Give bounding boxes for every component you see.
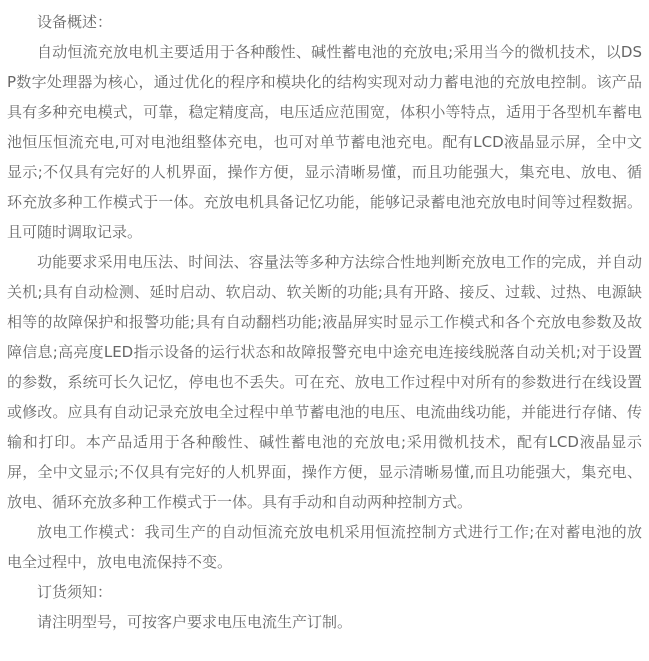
section-heading-equipment-overview: 设备概述：: [37, 13, 113, 31]
paragraph-ordering-notes: 请注明型号，可按客户要求电压电流生产订制。: [37, 613, 353, 631]
paragraph-discharge-mode: 放电工作模式：我司生产的自动恒流充放电机采用恒流控制方式进行工作;在对蓄电池的放电全过程中，放电电流保持不变。: [7, 523, 642, 571]
paragraph-functional-requirements: 功能要求采用电压法、时间法、容量法等多种方法综合性地判断充放电工作的完成，并自动关机;具有自动检测、延时启动、软启动、软关断的功能;具有开路、接反、过载、过热、电源缺相等的故障保护和报警功能;具有自动翻档功能;液晶屏实时显示工作模式和各个充放电参数及故障信息;高亮度LED指示设备的运行状态和故障报警充电中途充电连接线脱落自动关机;对于设置的参数，系统可长久记忆，停电也不丢失。可在充、放电工作过程中对所有的参数进行在线设置或修改。应具有自动记录充放电全过程中单节蓄电池的电压、电流曲线功能，并能进行存储、传输和打印。本产品适用于各种酸性、碱性蓄电池的充放电;采用微机技术，配有LCD液晶显示屏，全中文显示;不仅具有完好的人机界面，操作方便，显示清晰易懂,而且功能强大，集充电、放电、循环充放多种工作模式于一体。具有手动和自动两种控制方式。: [7, 253, 642, 511]
section-heading-ordering-notes: 订货须知：: [37, 583, 113, 601]
paragraph-equipment-overview: 自动恒流充放电机主要适用于各种酸性、碱性蓄电池的充放电;采用当今的微机技术，以DSP数字处理器为核心，通过优化的程序和模块化的结构实现对动力蓄电池的充放电控制。该产品具有多种充电模式，可靠，稳定精度高，电压适应范围宽，体积小等特点，适用于各型机车蓄电池恒压恒流充电,可对电池组整体充电，也可对单节蓄电池充电。配有LCD液晶显示屏，全中文显示;不仅具有完好的人机界面，操作方便，显示清晰易懂，而且功能强大，集充电、放电、循环充放多种工作模式于一体。充放电机具备记忆功能，能够记录蓄电池充放电时间等过程数据。且可随时调取记录。: [7, 43, 642, 241]
